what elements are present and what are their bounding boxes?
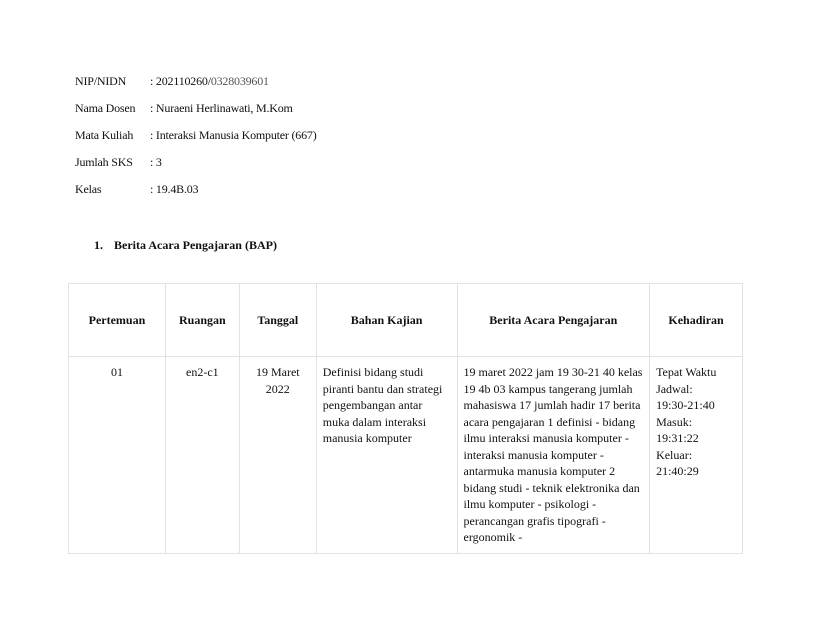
header-ruangan: Ruangan [165,284,239,357]
kehadiran-masuk: 19:31:22 [656,431,699,445]
info-row-dosen [75,101,317,128]
sks-label: Jumlah SKS [75,155,133,169]
kelas-label: Kelas [75,182,102,196]
kehadiran-jadwal: 19:30-21:40 [656,398,715,412]
cell-berita-acara: 19 maret 2022 jam 19 30-21 40 kelas 19 4b 03 kampus tangerang jumlah mahasiswa 17 jumlah hadir 17 berita acara pengajaran 1 definisi - bidang ilmu interaksi manusia komputer - interaksi manusia komputer - antarmuka manusia komputer 2 bidang studi - teknik elektronika dan ilmu komputer - psikologi - perancangan grafis tipografi - ergonomik - [457,357,650,554]
header-berita-acara: Berita Acara Pengajaran [457,284,650,357]
cell-kehadiran [650,357,743,554]
nip-label: NIP/NIDN [75,74,127,88]
info-row-kelas [75,182,317,209]
matkul-label: Mata Kuliah [75,128,134,142]
section-number: 1. [94,238,103,252]
bap-table [68,283,743,554]
table-row [69,357,743,554]
lecturer-info [75,74,317,209]
matkul-value: : Interaksi Manusia Komputer (667) [150,128,317,142]
header-pertemuan: Pertemuan [69,284,166,357]
header-bahan-kajian: Bahan Kajian [316,284,457,357]
kehadiran-masuk-label: Masuk: [656,414,693,429]
header-tanggal: Tanggal [239,284,316,357]
kehadiran-jadwal-label: Jadwal: [656,381,693,396]
table-header-row [69,284,743,357]
cell-pertemuan: 01 [69,357,166,554]
cell-ruangan: en2-c1 [165,357,239,554]
kehadiran-keluar: 21:40:29 [656,464,699,478]
nip-value [150,74,269,89]
kehadiran-status: Tepat Waktu [656,365,717,379]
header-kehadiran: Kehadiran [650,284,743,357]
info-row-sks [75,155,317,182]
dosen-label: Nama Dosen [75,101,136,115]
dosen-value: : Nuraeni Herlinawati, M.Kom [150,101,293,115]
cell-tanggal: 19 Maret 2022 [239,357,316,554]
cell-bahan-kajian: Definisi bidang studi piranti bantu dan strategi pengembangan antar muka dalam interaksi manusia komputer [316,357,457,554]
kelas-value: : 19.4B.03 [150,182,199,196]
kehadiran-keluar-label: Keluar: [656,447,693,462]
sks-value: : 3 [150,155,162,169]
info-row-nip [75,74,317,101]
section-title: Berita Acara Pengajaran (BAP) [114,238,277,252]
nip-value-main: : 202110260/ [150,74,211,88]
nidn-value: 0328039601 [210,74,269,88]
section-heading [94,238,277,253]
info-row-matkul [75,128,317,155]
